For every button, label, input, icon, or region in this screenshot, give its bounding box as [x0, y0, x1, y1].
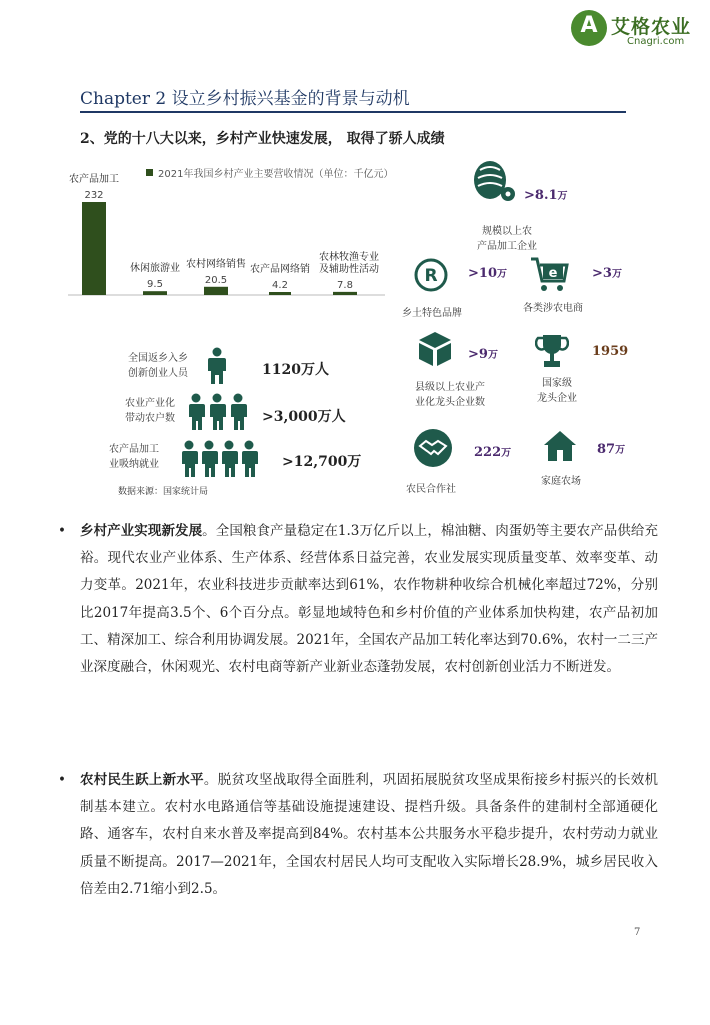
chart-bar — [204, 287, 228, 295]
chart-bar — [269, 292, 291, 295]
people-crowd-icon — [181, 440, 259, 478]
chart-value-label: 4.2 — [272, 280, 288, 291]
county-value: >9万 — [468, 347, 498, 362]
coop-label: 农民合作社 — [406, 484, 456, 495]
logo-letter: A — [580, 13, 598, 38]
logo-english-name: Cnagri.com — [627, 36, 685, 47]
bullet-livelihood-text — [80, 767, 658, 903]
bullet-dot: • — [58, 523, 66, 539]
trophy-icon — [535, 333, 569, 371]
chart-value-label: 9.5 — [147, 279, 163, 291]
farm-label: 家庭农场 — [541, 476, 581, 487]
stat-employment-label: 农产品加工 业吸纳就业 — [109, 444, 159, 470]
chart-category-label: 农产品网络销 — [250, 264, 310, 275]
county-label: 县级以上农业产 业化龙头企业数 — [415, 382, 485, 408]
brand-label: 乡土特色品牌 — [402, 308, 462, 319]
ecommerce-label: 各类涉农电商 — [523, 303, 583, 314]
farm-value: 87万 — [597, 442, 626, 457]
logo-emblem — [571, 10, 607, 46]
bullet-industry-heading: 乡村产业实现新发展 — [80, 523, 203, 539]
chart-value-label: 20.5 — [204, 274, 228, 286]
title-divider — [80, 111, 626, 113]
registered-trademark-icon — [414, 258, 448, 292]
chapter-title: Chapter 2 设立乡村振兴基金的背景与动机 — [80, 89, 410, 109]
chart-bar — [143, 291, 167, 295]
national-value: 1959 — [592, 344, 629, 359]
chart-category-label: 农产品加工 — [69, 174, 119, 185]
chart-category-label: 休闲旅游业 — [130, 263, 180, 275]
stat-returnees-value: 1120万人 — [262, 362, 329, 378]
stat-returnees-label: 全国返乡入乡 创新创业人员 — [128, 353, 188, 379]
chart-bar — [82, 202, 106, 295]
brand-logo — [571, 10, 701, 48]
national-label: 国家级 龙头企业 — [537, 378, 577, 404]
bullet-industry — [58, 518, 658, 681]
chart-category-label: 及辅助性活动 — [319, 263, 379, 275]
page-number: 7 — [634, 927, 641, 938]
bullet-livelihood-body: 。脱贫攻坚战取得全面胜利，巩固拓展脱贫攻坚成果衔接乡村振兴的长效机制基本建立。农村水电路通信等基础设施提速建设、提档升级。具备条件的建制村全部通硬化路、通客车，农村自来水普及率提高到84%。农村基本公共服务水平稳步提升，农村劳动力就业质量不断提高。2017—2021年，全国农村居民人均可支配收入实际增长28.9%，城乡居民收入倍差由2.71缩小到2.5。 — [80, 772, 659, 897]
bullet-dot: • — [58, 772, 66, 788]
bullet-industry-body: 。全国粮食产量稳定在1.3万亿斤以上，棉油糖、肉蛋奶等主要农产品供给充裕。现代农业产业体系、生产体系、经营体系日益完善，农业发展实现质量变革、效率变革、动力变革。2021年，农业科技进步贡献率达到61%，农作物耕种收综合机械化率超过72%，分别比2017年提高3.5个、6个百分点。彰显地域特色和乡村价值的产业体系加快构建，农产品初加工、精深加工、综合利用协调发展。2021年，全国农产品加工转化率达到70.6%，农村一二三产业深度融合，休闲观光、农村电商等新产业新业态蓬勃发展，农村创新创业活力不断迸发。 — [80, 523, 659, 676]
section-title: 2、党的十八大以来，乡村产业快速发展， 取得了骄人成绩 — [80, 131, 445, 147]
house-icon — [542, 429, 578, 463]
ecommerce-value: >3万 — [592, 266, 622, 281]
stat-employment-value: >12,700万 — [282, 454, 362, 470]
ecommerce-cart-icon — [529, 255, 569, 295]
peanut-gear-icon — [466, 158, 518, 206]
logo-chinese-name: 艾格农业 — [611, 16, 692, 38]
data-source-note: 数据来源：国家统计局 — [118, 487, 209, 497]
person-icon — [206, 347, 228, 385]
bullet-industry-text — [80, 518, 658, 681]
legend-label: 2021年我国乡村产业主要营收情况（单位：千亿元） — [158, 169, 394, 180]
brand-value: >10万 — [468, 266, 507, 281]
coop-value: 222万 — [474, 445, 512, 460]
stat-households-value: >3,000万人 — [262, 409, 346, 425]
svg-text:e: e — [548, 266, 558, 281]
stat-households-label: 农业产业化 带动农户数 — [125, 398, 175, 424]
chart-category-label: 农村网络销售 — [186, 258, 246, 270]
chart-bar — [333, 292, 357, 295]
handshake-icon — [413, 428, 453, 468]
chart-value-label: 7.8 — [337, 279, 353, 291]
bullet-livelihood-heading: 农村民生跃上新水平 — [80, 772, 204, 788]
svg-text:R: R — [424, 266, 438, 286]
chart-value-label: 232 — [84, 190, 104, 201]
cube-icon — [416, 330, 454, 368]
processing-value: >8.1万 — [524, 188, 568, 203]
chart-category-label: 农林牧渔专业 — [319, 251, 379, 263]
bullet-livelihood — [58, 767, 658, 903]
revenue-bar-chart — [60, 160, 400, 305]
processing-label: 规模以上农 产品加工企业 — [477, 226, 537, 252]
people-group-icon — [187, 393, 247, 431]
